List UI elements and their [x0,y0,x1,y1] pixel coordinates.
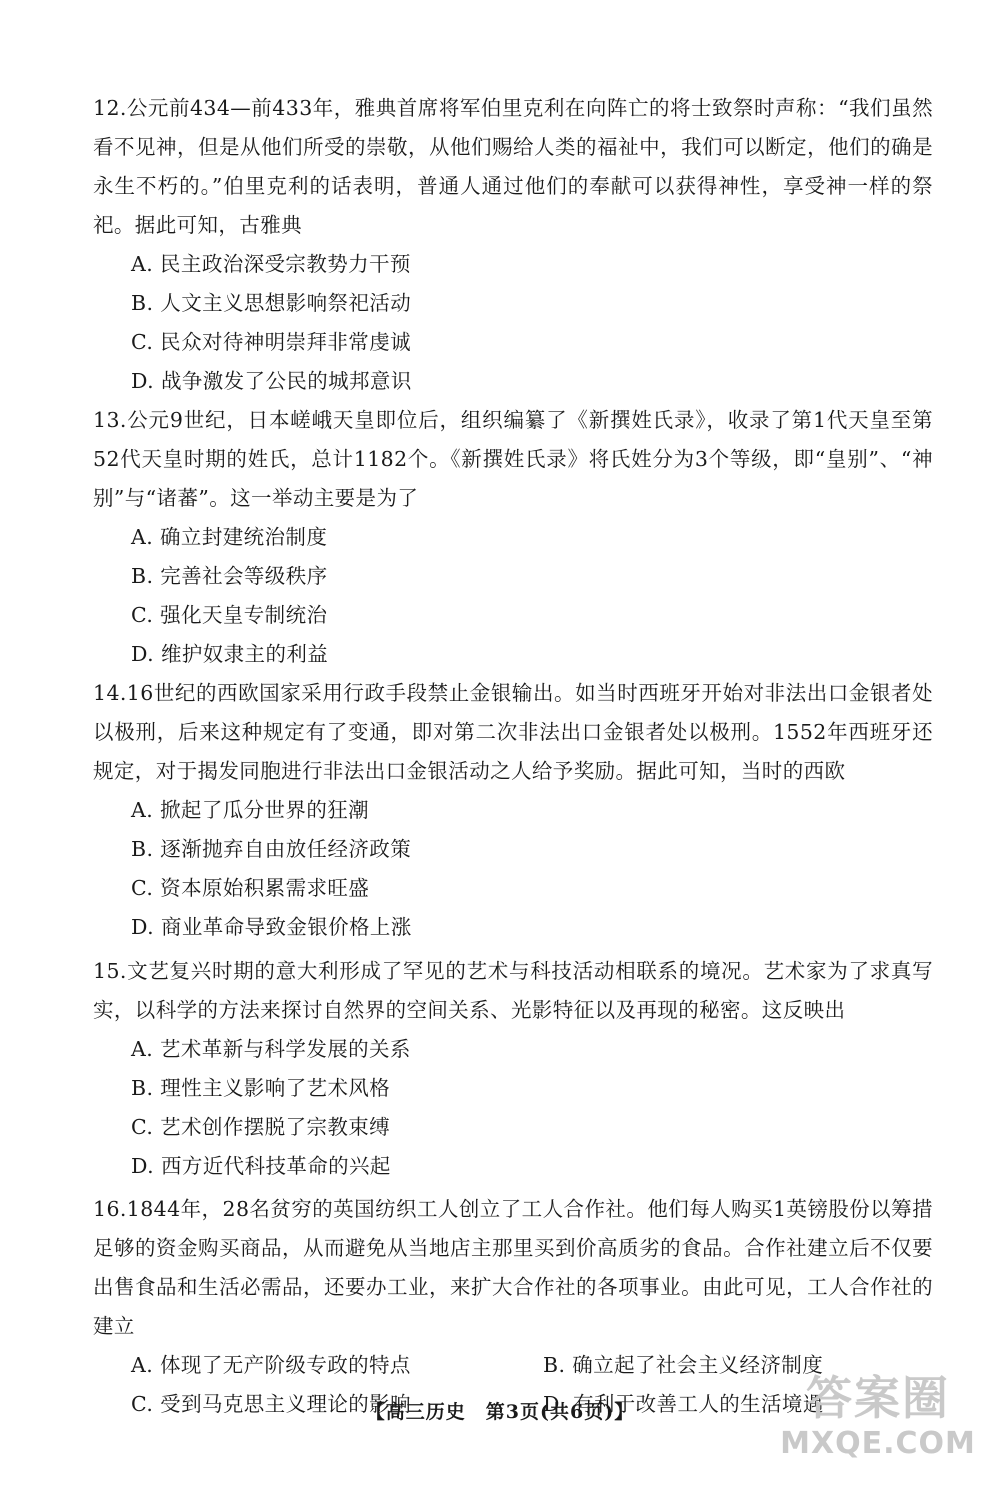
option-c: C. 民众对待神明崇拜非常虔诚 [131,330,411,354]
option-a: A. 艺术革新与科学发展的关系 [131,1037,411,1061]
option-a: A. 民主政治深受宗教势力干预 [131,252,411,276]
option-b: B. 人文主义思想影响祭祀活动 [131,291,412,315]
option-c: C. 受到马克思主义理论的影响 [131,1392,411,1416]
option-d: D. 维护奴隶主的利益 [131,642,329,666]
option-c: C. 艺术创作摆脱了宗教束缚 [131,1115,391,1139]
question-14 [93,674,933,947]
question-stem: 16.1844年，28名贫穷的英国纺织工人创立了工人合作社。他们每人购买1英镑股份以筹措足够的资金购买商品，从而避免从当地店主那里买到价高质劣的食品。合作社建立后不仅要出售食品和生活必需品，还要办工业，来扩大合作社的各项事业。由此可见，工人合作社的建立 [93,1197,933,1338]
question-15 [93,952,933,1186]
watermark-logo: 答案圈 [806,1371,950,1425]
option-a: A. 体现了无产阶级专政的特点 [131,1353,411,1377]
option-d: D. 战争激发了公民的城邦意识 [131,369,412,393]
option-b: B. 逐渐抛弃自由放任经济政策 [131,837,412,861]
option-b: B. 确立起了社会主义经济制度 [543,1353,824,1377]
question-12 [93,89,933,401]
question-stem: 13.公元9世纪，日本嵯峨天皇即位后，组织编纂了《新撰姓氏录》，收录了第1代天皇至第52代天皇时期的姓氏，总计1182个。《新撰姓氏录》将氏姓分为3个等级，即“皇别”、“神别”与“诸蕃”。这一举动主要是为了 [93,408,933,510]
option-d: D. 西方近代科技革命的兴起 [131,1154,391,1178]
page-footer: 【高三历史 第3页(共6页)】 [365,1401,635,1423]
question-13 [93,401,933,674]
option-d: D. 商业革命导致金银价格上涨 [131,915,412,939]
option-c: C. 强化天皇专制统治 [131,603,328,627]
question-stem: 14.16世纪的西欧国家采用行政手段禁止金银输出。如当时西班牙开始对非法出口金银者处以极刑，后来这种规定有了变通，即对第二次非法出口金银者处以极刑。1552年西班牙还规定，对于揭发同胞进行非法出口金银活动之人给予奖励。据此可知，当时的西欧 [93,681,933,783]
watermark [778,1370,978,1480]
question-stem: 15.文艺复兴时期的意大利形成了罕见的艺术与科技活动相联系的境况。艺术家为了求真写实，以科学的方法来探讨自然界的空间关系、光影特征以及再现的秘密。这反映出 [93,959,933,1022]
option-a: A. 掀起了瓜分世界的狂潮 [131,798,370,822]
option-b: B. 完善社会等级秩序 [131,564,328,588]
watermark-url: MXQE.COM [780,1426,976,1461]
option-d: D. 有利于改善工人的生活境遇 [543,1392,824,1416]
option-a: A. 确立封建统治制度 [131,525,328,549]
question-stem: 12.公元前434—前433年，雅典首席将军伯里克利在向阵亡的将士致祭时声称：“我们虽然看不见神，但是从他们所受的崇敬，从他们赐给人类的福祉中，我们可以断定，他们的确是永生不朽的。”伯里克利的话表明，普通人通过他们的奉献可以获得神性，享受神一样的祭祀。据此可知，古雅典 [93,96,933,237]
option-c: C. 资本原始积累需求旺盛 [131,876,370,900]
option-b: B. 理性主义影响了艺术风格 [131,1076,391,1100]
